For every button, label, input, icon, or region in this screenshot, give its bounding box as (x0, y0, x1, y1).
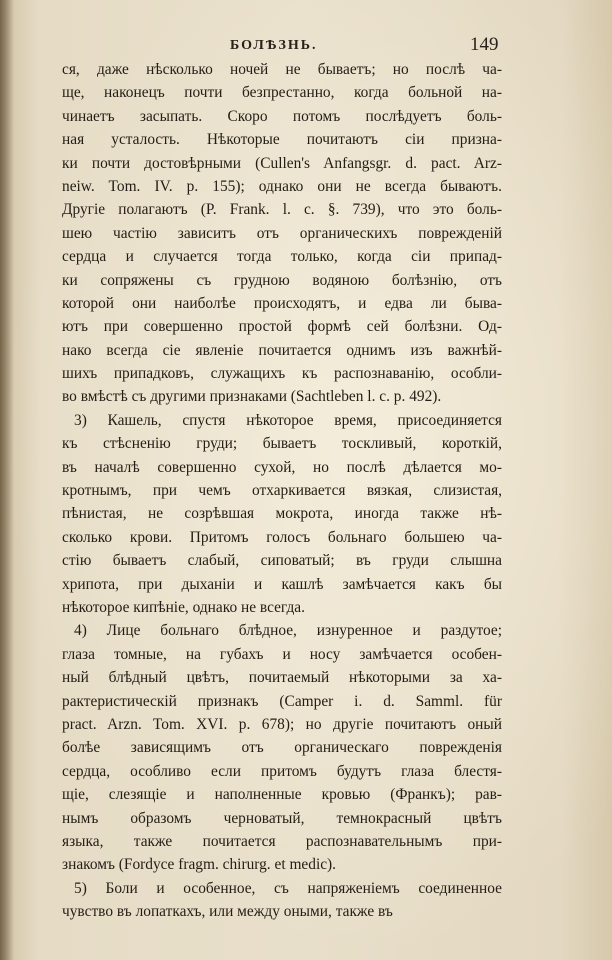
text-line: ютъ при совершенно простой формѣ сей болѣзни. Од- (62, 318, 502, 336)
text-line: хрипота, при дыханіи и кашлѣ замѣчается какъ бы (62, 575, 502, 593)
text-line: чинаетъ засыпать. Скоро потомъ послѣдуетъ боль- (62, 107, 502, 125)
text-line: шею частію зависитъ отъ органическихъ поврежденій (62, 224, 502, 242)
text-line: сердца и случается тогда только, когда сіи припад- (62, 248, 502, 266)
text-line: чувство въ лопаткахъ, или между оными, также въ (62, 903, 393, 921)
text-line: ный блѣдный цвѣтъ, почитаемый нѣкоторыми за ха- (62, 669, 502, 687)
text-line: рактеристическій признакъ (Camper i. d. Samml. für (62, 692, 502, 710)
paragraph (62, 877, 502, 924)
text-line: 5) Боли и особенное, съ напряженіемъ соединенное (74, 879, 502, 897)
text-line: шихъ припадковъ, служащихъ къ распознаванію, особли- (62, 365, 502, 383)
running-head-title: БОЛѢЗНЬ. (230, 38, 318, 53)
text-line: нако всегда сіе явленіе почитается однимъ изъ важнѣй- (62, 341, 502, 359)
text-line: ки сопряжены съ грудною водяною болѣзнію, отъ (62, 271, 502, 289)
text-line: стію бываетъ слабый, сиповатый; въ груди слышна (62, 552, 502, 570)
paragraph (62, 409, 502, 620)
text-line: neiw. Tom. IV. p. 155); однако они не всегда бываютъ. (62, 177, 502, 195)
text-line: ки почти достовѣрными (Cullen's Anfangsgr. d. pact. Arz- (62, 154, 502, 172)
text-line: Другіе полагаютъ (P. Frank. l. c. §. 739), что это боль- (62, 201, 502, 219)
text-line: pract. Arzn. Tom. XVI. p. 678); но другіе почитаютъ оный (62, 715, 502, 733)
page-number: 149 (470, 34, 499, 55)
text-line: ще, наконецъ почти безпрестанно, когда больной на- (62, 84, 502, 102)
text-line: 4) Лице больнаго блѣдное, изнуренное и раздутое; (74, 622, 502, 640)
text-line: къ стѣсненію груди; бываетъ тоскливый, короткій, (62, 435, 502, 453)
text-line: кротнымъ, при чемъ отхаркивается вязкая, слизистая, (62, 482, 502, 500)
paragraph (62, 58, 502, 409)
running-head (0, 34, 612, 58)
text-line: сердца, особливо если притомъ будутъ глаза блестя- (62, 762, 502, 780)
text-line: ная усталость. Нѣкоторые почитаютъ сіи призна- (62, 131, 502, 149)
body-text (62, 58, 502, 923)
spine-shadow (0, 0, 14, 960)
text-line: знакомъ (Fordyce fragm. chirurg. et medic). (62, 856, 337, 874)
text-line: щіе, слезящіе и наполненные кровью (Франкъ); рав- (62, 786, 502, 804)
text-line: 3) Кашель, спустя нѣкоторое время, присоединяется (74, 411, 502, 429)
text-line: языка, также почитается распознавательнымъ при- (62, 832, 502, 850)
text-line: въ началѣ совершенно сухой, но послѣ дѣлается мо- (62, 458, 502, 476)
text-line: сколько крови. Притомъ голосъ больнаго большею ча- (62, 528, 502, 546)
text-line: ся, даже нѣсколько ночей не бываетъ; но послѣ ча- (62, 61, 502, 78)
text-line: глаза томные, на губахъ и носу замѣчается особен- (62, 645, 502, 663)
text-line: болѣе зависящимъ отъ органическаго поврежденія (62, 739, 502, 757)
text-line: которой они наиболѣе происходятъ, и едва ли быва- (62, 294, 502, 312)
text-line: пѣнистая, не созрѣвшая мокрота, иногда также нѣ- (62, 505, 502, 523)
text-line: нымъ образомъ черноватый, темнокрасный цвѣтъ (62, 809, 502, 827)
text-line: нѣкоторое кипѣніе, однако не всегда. (62, 598, 305, 616)
paragraph (62, 619, 502, 876)
text-line: во вмѣстѣ съ другими признаками (Sachtleben l. c. p. 492). (62, 388, 442, 406)
